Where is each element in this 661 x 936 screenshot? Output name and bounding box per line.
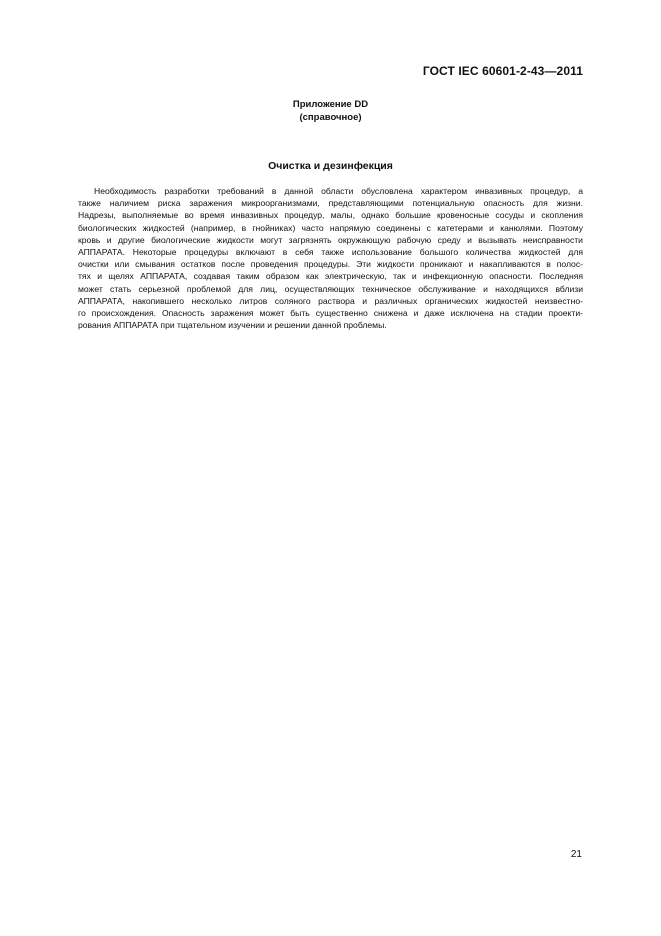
paragraph-line: кровь и другие биологические жидкости могут загрязнять окружающую рабочую среду и вызывать неисправности [78, 234, 583, 245]
annex-subtitle: (справочное) [299, 112, 362, 123]
paragraph-line: рования АППАРАТА при тщательном изучении и решении данной проблемы. [78, 320, 387, 331]
paragraph-line: очистки или смывания остатков после проведения процедуры. Эти жидкости проникают и накапливаются в полос- [78, 259, 583, 270]
section-title: Очистка и дезинфекция [268, 160, 393, 172]
document-code: ГОСТ IEC 60601-2-43—2011 [422, 64, 583, 78]
paragraph-line: Надрезы, выполняемые во время инвазивных процедур, малы, однако большие кровеносные сосуды и скопления [78, 210, 583, 221]
paragraph-line: Необходимость разработки требований в данной области обусловлена характером инвазивных процедур, а [94, 186, 583, 196]
page-number: 21 [570, 849, 582, 860]
paragraph-line: АППАРАТА. Некоторые процедуры включают в себя также использование большого количества жидкостей для [78, 247, 583, 258]
annex-heading [0, 98, 661, 124]
paragraph-line: биологических жидкостей (например, в гнойниках) часто напрямую соединены с катетерами и канюлями. Поэтому [78, 222, 583, 233]
paragraph-line: тях и щелях АППАРАТА, создавая таким образом как электрическую, так и инфекционную опасности. Последняя [78, 271, 583, 282]
paragraph-line: может стать серьезной проблемой для лиц, осуществляющих техническое обслуживание и находящихся вблизи [78, 283, 583, 294]
paragraph-line: АППАРАТА, накопившего несколько литров соляного раствора и различных органических жидкостей неизвестно- [78, 295, 583, 306]
paragraph-line: го происхождения. Опасность заражения может быть существенно снижена и даже исключена на стадии проекти- [78, 308, 583, 319]
annex-title: Приложение DD [292, 99, 369, 110]
body-paragraph [78, 185, 583, 331]
paragraph-line: также наличием риска заражения микроорганизмами, представляющими потенциальную опасность для жизни. [78, 198, 583, 209]
